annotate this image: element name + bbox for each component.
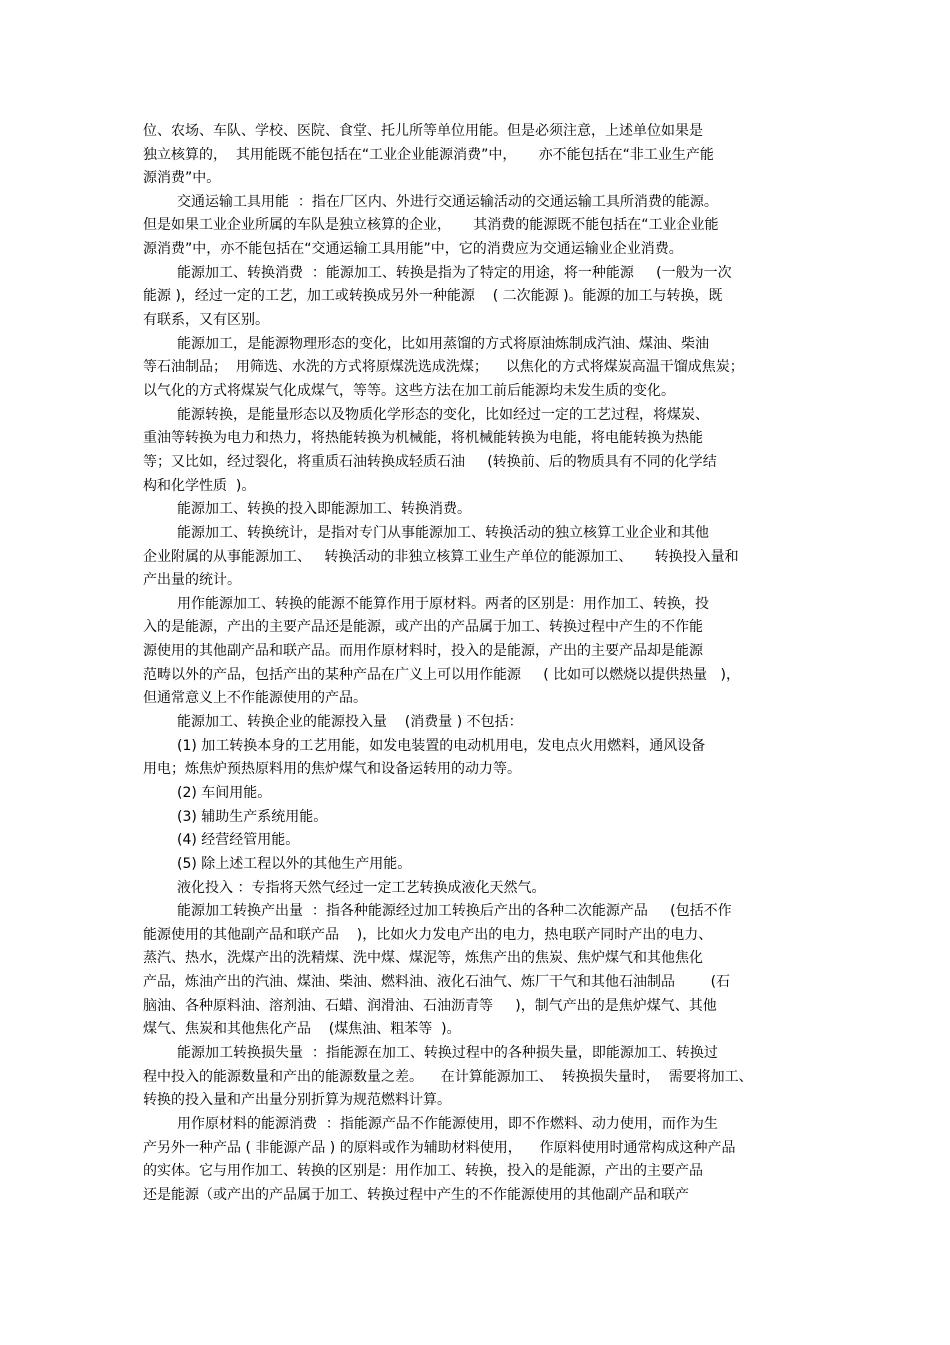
text-line: 能源加工、转换企业的能源投入量 (消费量 ) 不包括： <box>177 714 523 730</box>
text-line: 能源加工转换损失量 ：指能源在加工、转换过程中的各种损失量，即能源加工、转换过 <box>177 1045 718 1061</box>
text-line: (3) 辅助生产系统用能。 <box>177 809 328 825</box>
text-line: 构和化学性质 )。 <box>143 478 256 494</box>
text-line: 能源加工、转换的投入即能源加工、转换消费。 <box>177 501 471 517</box>
text-line: 以气化的方式将煤炭气化成煤气，等等。这些方法在加工前后能源均未发生质的变化。 <box>143 383 675 399</box>
text-line: 转换的投入量和产出量分别折算为规范燃料计算。 <box>143 1092 451 1108</box>
text-line: 范畴以外的产品，包括产出的某种产品在广义上可以用作能源 ( 比如可以燃烧以提供热量 )， <box>143 667 740 683</box>
text-line: 用电；炼焦炉预热原料用的焦炉煤气和设备运转用的动力等。 <box>143 761 521 777</box>
text-line: 重油等转换为电力和热力，将热能转换为机械能，将机械能转换为电能，将电能转换为热能 <box>143 430 703 446</box>
text-line: 程中投入的能源数量和产出的能源数量之差。 在计算能源加工、 转换损失量时， 需要将加工、 <box>143 1069 753 1085</box>
text-line: 独立核算的， 其用能既不能包括在“工业企业能源消费”中， 亦不能包括在“非工业生产能 <box>143 147 714 163</box>
text-line: 但通常意义上不作能源使用的产品。 <box>143 690 367 706</box>
text-line: 交通运输工具用能 ：指在厂区内、外进行交通运输活动的交通运输工具所消费的能源。 <box>177 194 718 210</box>
text-line: 等；又比如，经过裂化，将重质石油转换成轻质石油 (转换前、后的物质具有不同的化学结 <box>143 454 717 470</box>
text-line: 源消费”中，亦不能包括在“交通运输工具用能”中，它的消费应为交通运输业企业消费。 <box>143 241 683 257</box>
text-line: 能源 )，经过一定的工艺，加工或转换成另外一种能源 ( 二次能源 )。能源的加工与转换，既 <box>143 288 723 304</box>
text-line: 液化投入 ：专指将天然气经过一定工艺转换成液化天然气。 <box>177 880 546 896</box>
text-line: (4) 经营经管用能。 <box>177 832 300 848</box>
text-line: 的实体。它与用作加工、转换的区别是：用作加工、转换，投入的是能源，产出的主要产品 <box>143 1163 703 1179</box>
text-line: 有联系，又有区别。 <box>143 312 269 328</box>
text-line: 能源转换，是能量形态以及物质化学形态的变化，比如经过一定的工艺过程，将煤炭、 <box>177 407 709 423</box>
text-line: 能源加工、转换消费 ：能源加工、转换是指为了特定的用途，将一种能源 (一般为一次 <box>177 265 732 281</box>
text-line: 蒸汽、热水，洗煤产出的洗精煤、洗中煤、煤泥等，炼焦产出的焦炭、焦炉煤气和其他焦化 <box>143 950 703 966</box>
text-line: 入的是能源，产出的主要产品还是能源，或产出的产品属于加工、转换过程中产生的不作能 <box>143 619 703 635</box>
text-line: 源使用的其他副产品和联产品。而用作原材料时，投入的是能源，产出的主要产品却是能源 <box>143 643 703 659</box>
text-line: (2) 车间用能。 <box>177 785 272 801</box>
text-line: 脑油、各种原料油、溶剂油、石蜡、润滑油、石油沥青等 )，制气产出的是焦炉煤气、其他 <box>143 998 717 1014</box>
text-line: 但是如果工业企业所属的车队是独立核算的企业， 其消费的能源既不能包括在“工业企业能 <box>143 217 719 233</box>
text-line: 能源加工转换产出量 ：指各种能源经过加工转换后产出的各种二次能源产品 (包括不作 <box>177 903 732 919</box>
text-line: 能源加工、转换统计，是指对专门从事能源加工、转换活动的独立核算工业企业和其他 <box>177 525 709 541</box>
text-line: (5) 除上述工程以外的其他生产用能。 <box>177 856 412 872</box>
text-line: 用作能源加工、转换的能源不能算作用于原材料。两者的区别是：用作加工、转换，投 <box>177 596 709 612</box>
text-line: 产另外一种产品 ( 非能源产品 ) 的原料或作为辅助材料使用， 作原料使用时通常构成这种产品 <box>143 1140 736 1156</box>
text-line: 煤气、焦炭和其他焦化产品 (煤焦油、粗苯等 )。 <box>143 1021 461 1037</box>
text-line: 等石油制品； 用筛选、水洗的方式将原煤洗选成洗煤； 以焦化的方式将煤炭高温干馏成焦炭； <box>143 359 744 375</box>
text-line: 位、农场、车队、学校、医院、食堂、托儿所等单位用能。但是必须注意，上述单位如果是 <box>143 123 703 139</box>
text-line: 还是能源（或产出的产品属于加工、转换过程中产生的不作能源使用的其他副产品和联产 <box>143 1187 689 1203</box>
text-line: 能源使用的其他副产品和联产品 )，比如火力发电产出的电力，热电联产同时产出的电力、 <box>143 927 713 943</box>
text-line: 企业附属的从事能源加工、 转换活动的非独立核算工业生产单位的能源加工、 转换投入量和 <box>143 549 739 565</box>
text-line: 产品，炼油产出的汽油、煤油、柴油、燃料油、液化石油气、炼厂干气和其他石油制品 (石 <box>143 974 731 990</box>
text-line: 源消费”中。 <box>143 170 221 186</box>
text-line: 产出量的统计。 <box>143 572 241 588</box>
text-line: 能源加工，是能源物理形态的变化，比如用蒸馏的方式将原油炼制成汽油、煤油、柴油 <box>177 336 709 352</box>
text-line: (1) 加工转换本身的工艺用能，如发电装置的电动机用电，发电点火用燃料，通风设备 <box>177 738 706 754</box>
text-line: 用作原材料的能源消费 ：指能源产品不作能源使用，即不作燃料、动力使用，而作为生 <box>177 1116 718 1132</box>
